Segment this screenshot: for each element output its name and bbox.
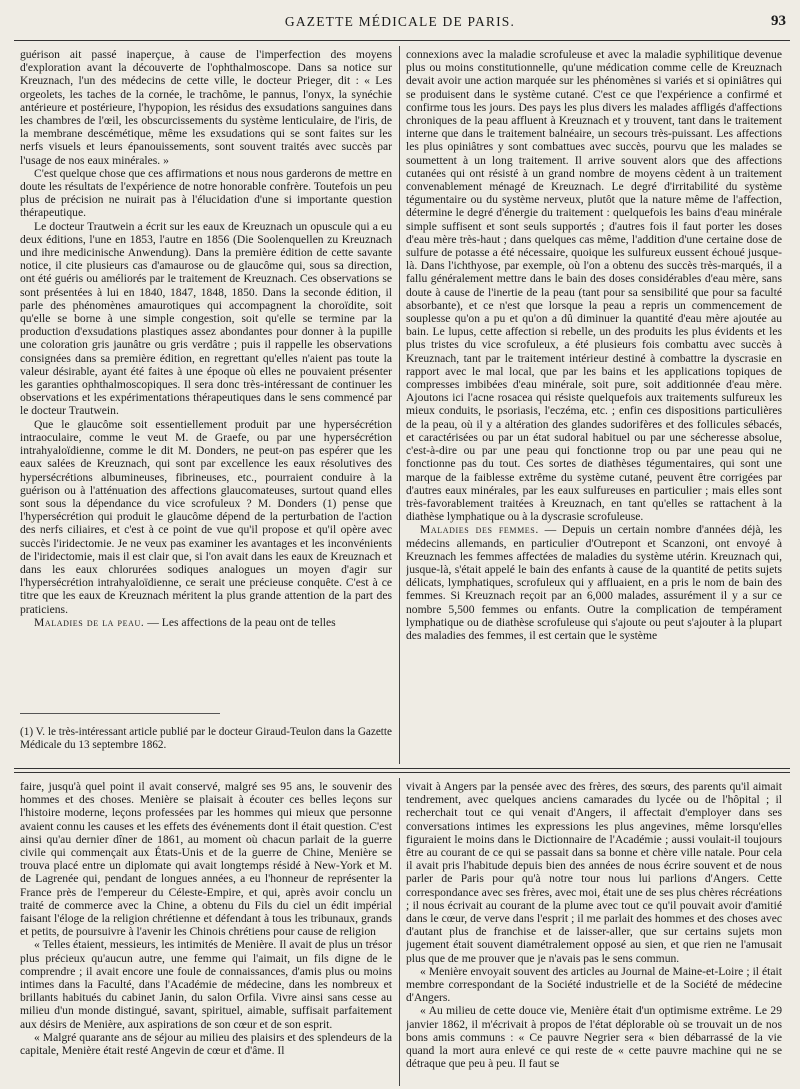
column-bottom-left: [20, 780, 392, 1086]
header-rule: [14, 40, 790, 41]
paragraph: Le docteur Trautwein a écrit sur les eaux de Kreuznach un opuscule qui a eu deux éditions, l'une en 1853, l'autre en 1856 (Die Soolenquellen zu Kreuznach und ihre medicinische Anwendung). Dans la première édition de cette savante notice, il cite plusieurs cas d'amaurose ou de glaucôme qui, sous sa direction, ont été guéris ou améliorés par le traitement de Kreuznach. Ces observations se sont présentées à lui en 1840, 1847, 1848, 1850. Dans la seconde édition, il parle des phénomènes amaurotiques qui accompagnent la choroïdite, soit qu'elle se borne à une simple congestion, soit qu'elle se termine par la production d'exsudations plastiques assez abondantes pour donner à la pupille une coloration gris jaunâtre ou gris verdâtre ; puis il rappelle les observations consignées dans sa première édition, en regrettant qu'elles n'aient pas toute la valeur désirable, ayant été faites à une époque où elles ne pouvaient présenter les garanties ophthalmoscopiques. Il sera donc très-intéressant de continuer les observations et les expérimentations thérapeutiques dans le sens commencé par le docteur Trautwein.: [20, 219, 392, 418]
paragraph: Que le glaucôme soit essentiellement produit par une hypersécrétion intraoculaire, comme le veut M. de Graefe, ou par une hypersécrétion intrahyaloïdienne, comme le dit M. Donders, ne peut-on pas espérer que les eaux salées de Kreuznach, qui sont par excellence les eaux résolutives des hypersécrétions albumineuses, fibrineuses, etc., pourraient conduire à la guérison ou à l'atténuation des affections glaucomateuses, surtout quand elles sont sous la dépendance du vice scrofuleux ? M. Donders (1) pense que l'hypersécrétion qui produit le glaucôme dépend de la perturbation de l'action des nerfs ciliaires, et c'est à ce point de vue qu'il propose et qu'il opère avec succès l'iridectomie. Je ne veux pas examiner les avantages et les inconvénients de l'iridectomie, mais il est clair que, si l'on avait dans les eaux de Kreuznach et dans les eaux chlorurées sodiques analogues un moyen d'agir sur l'hypersécrétion intrahyaloïdienne, ce serait une précieuse conquête. C'est à ce titre que les eaux de Kreuznach méritent la plus grande attention de la part des praticiens.: [20, 417, 392, 616]
section-heading: Maladies de la peau.: [34, 615, 145, 629]
paragraph: connexions avec la maladie scrofuleuse et avec la maladie syphilitique devenue plus ou moins constitutionnelle, qu'une médication comme celle de Kreuznach devait avoir une action marquée sur les phénomènes si variés et si opiniâtres qui se produisent dans le système cutané. C'est ce que l'expérience a confirmé et confirme tous les jours. Des pays les plus divers les malades affligés d'affections chroniques de la peau affluent à Kreuznach et y trouvent, tant dans le traitement interne que dans le traitement balnéaire, un secours très-puissant. Les affections les plus opiniâtres y sont combattues avec succès, pourvu que les malades se soumettent à un long traitement. Il arrive souvent alors que des affections cutanées qui ont résisté à un grand nombre de moyens cèdent à un traitement convenablement ménagé de Kreuznach. Le degré d'irritabilité du système tégumentaire ou du système nerveux, plutôt que la nature même de l'affection, détermine le degré d'énergie du traitement : quelquefois les bains d'eau minérale simple suffisent et sont seuls supportés ; d'autres fois il faut porter les doses d'eau mère très-haut ; dans quelques cas même, l'addition d'une certaine dose de sulfure de potasse a été nécessaire, quoique les sulfureux eussent échoué jusque-là. Dans l'ichthyose, par exemple, où l'on a obtenu des succès très-marqués, il a fallu généralement mettre dans le bain des doses considérables d'eau mère, sans doute à cause de l'inertie de la peau (tant pour sa sensibilité que pour sa faculté absorbante), et ce n'est que lorsque la peau a repris un commencement de souplesse qu'on a pu et qu'on a dû diminuer la quantité d'eau mère ajoutée au bain. Le lupus, cette affection si rebelle, un des produits les plus évidents et les plus tristes du vice scrofuleux, a été plusieurs fois combattu avec succès à Kreuznach, tant par le traitement intérieur destiné à combattre la dyscrasie en rapport avec le mal local, que par les bains et les applications topiques de compresses imbibées d'eau minérale, soit pure, soit additionnée d'eau mère. Ajoutons ici l'acne rosacea qui résiste quelquefois aux traitements sulfureux les mieux conduits, le psoriasis, l'eczéma, etc. ; enfin ces dispositions particulières de la peau, où il y a altération des glandes sudorifères et des follicules sébacés, et caractérisées ou par un état sudoral habituel ou par une sécheresse absolue, c'est-à-dire ou par une peau qui fonctionne trop ou par une peau qui ne fonctionne pas du tout. Ces sortes de diathèses tégumentaires, qui sont une marque de la faiblesse extrême du système cutané, peuvent être corrigées par d'autres eaux minérales, par les eaux sulfureuses en particulier ; mais elles sont très-favorablement traitées à Kreuznach, en tant qu'elles se rattachent à la diathèse lymphatique ou à la dyscrasie scrofuleuse.: [406, 48, 782, 524]
section-text: — Les affections de la peau ont de telles: [144, 615, 336, 629]
paragraph: guérison ait passé inaperçue, à cause de l'imperfection des moyens d'exploration avant la découverte de l'ophthalmoscope. Dans sa notice sur Kreuznach, l'un des médecins de cette ville, le docteur Prieger, dit : « Les orgeolets, les taches de la cornée, le trachôme, le pannus, l'onyx, la synéchie antérieure et postérieure, l'hypopion, les résidus des exsudations sanguines dans les chambres de l'œil, les obscurcissements du système lenticulaire, de l'iris, de la membrane descémétique, même les exsudations qui se sont faites sur les nerfs visuels et leurs épanouissements, sont souvent traités avec succès par l'usage de nos eaux minérales. »: [20, 48, 392, 167]
paragraph: C'est quelque chose que ces affirmations et nous nous garderons de mettre en doute les résultats de l'expérience de notre honorable confrère. Toutefois un peu plus de précision ne nuirait pas à l'élucidation d'une si importante question thérapeutique.: [20, 166, 392, 220]
paragraph: « Menière envoyait souvent des articles au Journal de Maine-et-Loire ; il était membre correspondant de la Société industrielle et de la Société de médecine d'Angers.: [406, 964, 782, 1005]
paragraph: vivait à Angers par la pensée avec des frères, des sœurs, des parents qu'il aimait tendrement, avec quelques anciens camarades du lycée ou de l'hôpital ; il recherchait tout ce qui venait d'Angers, il affectait d'employer dans ses conversations intimes les expressions les plus angevines, même lorsqu'elles figuraient le moins dans le Dictionnaire de l'Académie ; aussi voulait-il toujours être au courant de ce qui se passait dans sa bonne et chère ville natale. Pour cela il avait pris l'habitude depuis bien des années de nous écrire souvent et de nous parler de Paris pour qu'à notre tour nous lui parlions d'Angers. Cette correspondance avec ses frères, avec moi, était une de ses plus chères récréations ; il nous écrivait au courant de la plume avec tout ce qu'il pouvait avoir d'amitié dans le cœur, de verve dans l'esprit ; il me parlait des hommes et des choses avec d'autant plus de franchise et de laisser-aller, que sur certains sujets mon jugement était souvent diamétralement opposé au sien, et que rien ne l'amusait plus que de me prouver que je n'avais pas le sens commun.: [406, 780, 782, 965]
column-divider: [399, 778, 400, 1086]
section-separator: [14, 768, 790, 773]
section-paragraph: [406, 523, 782, 642]
page-header: [0, 0, 800, 38]
section-paragraph: [20, 616, 392, 629]
footnote-block: [20, 726, 392, 760]
column-bottom-right: [406, 780, 782, 1086]
column-divider: [399, 46, 400, 764]
column-top-right: [406, 48, 782, 764]
column-top-left: [20, 48, 392, 700]
footnote: (1) V. le très-intéressant article publié par le docteur Giraud-Teulon dans la Gazette Médicale du 13 septembre 1862.: [20, 726, 392, 752]
journal-title: GAZETTE MÉDICALE DE PARIS.: [284, 14, 516, 29]
page-number: 93: [771, 13, 786, 29]
section-heading: Maladies des femmes.: [420, 523, 539, 537]
paragraph: faire, jusqu'à quel point il avait conservé, malgré ses 95 ans, le souvenir des hommes et des choses. Menière se plaisait à écouter ces belles leçons sur l'histoire moderne, leçons professées par les hommes qui mieux que personne avaient connu les causes et les effets des événements dont il était question. C'est ainsi qu'au dernier dîner de 1861, au moment où chacun parlait de la guerre civile qui commençait aux États-Unis et de la guerre de Chine, Menière se trouva placé entre un diplomate qui avait longtemps résidé à New-York et M. de Lagrenée qui, pendant de longues années, a eu l'honneur de représenter la France près de l'empereur du Céleste-Empire, et qui, après avoir conclu un traité de commerce avec la Chine, a obtenu du Fils du ciel un édit impérial faisant l'éloge de la religion chrétienne et défendant à tous les tribunaux, grands et petits, de poursuivre à l'avenir les Chinois chrétiens pour cause de religion: [20, 780, 392, 939]
paragraph: « Telles étaient, messieurs, les intimités de Menière. Il avait de plus un trésor plus précieux qu'aucun autre, une femme qui l'aimait, un fils digne de le comprendre ; il avait encore une foule de connaissances, d'amis plus ou moins intimes dans la Faculté, dans l'Académie de médecine, dans les nombreux et brillants habitués du cabinet Janin, du salon Orfila. Vivre ainsi sans cesse au milieu d'un monde distingué, savant, spirituel, aimable, suffisait parfaitement aux désirs de Menière, aux aspirations de son cœur et de son esprit.: [20, 938, 392, 1031]
footnote-rule: [20, 713, 220, 714]
paragraph: « Malgré quarante ans de séjour au milieu des plaisirs et des splendeurs de la capitale, Menière était resté Angevin de cœur et d'âme. Il: [20, 1030, 392, 1058]
paragraph: « Au milieu de cette douce vie, Menière était d'un optimisme extrême. Le 29 janvier 1862, il m'écrivait à propos de l'état déplorable où se trouvait un de nos bons amis communs : « Ce pauvre Negrier sera « bien débarrassé de la vie quand la mort aura enlevé ce qui reste de « cette pauvre machine qui ne se détraque que peu à peu. Il faut se: [406, 1004, 782, 1071]
section-text: — Depuis un certain nombre d'années déjà, les médecins allemands, en particulier d'Outrepont et Scanzoni, ont envoyé à Kreuznach les femmes affectées de maladies du système utérin. Kreuznach qui, jusque-là, s'était appelé le bain des enfants à cause de la quantité de petits sujets délicats, lymphatiques, scrofuleux qui y affluaient, en a pris le nom de bain des femmes. Si Kreuznach reçoit par an 6,000 malades, assurément il y a sur ce nombre 5,500 femmes ou enfants. Outre la complication de tempérament lymphatique ou de diathèse scrofuleuse qui s'ajoute ou peut s'ajouter à la plupart des maladies des femmes, il est certain que le système: [406, 523, 782, 642]
